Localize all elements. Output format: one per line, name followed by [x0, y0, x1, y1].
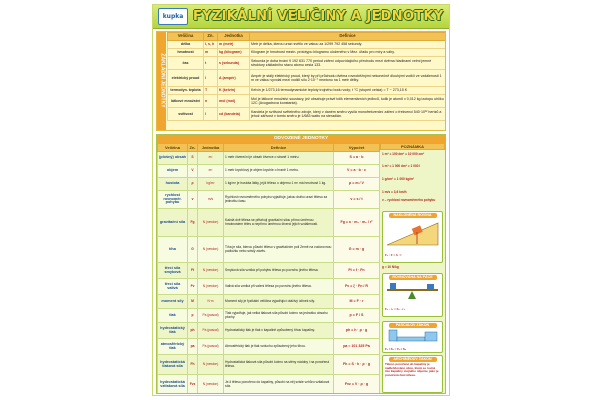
basic-units-side-label: ZÁKLADNÍ JEDNOTKY	[159, 53, 166, 108]
unit-name: N (newton)	[198, 263, 224, 279]
quantity-symbol: v	[188, 191, 198, 209]
unit-name: N (newton)	[198, 279, 224, 295]
quantity-name: hydrostatická vztlaková síla	[158, 375, 188, 395]
note-speed: 1 m/s = 3,6 km/h	[382, 190, 407, 194]
lever-title: ROVNOVÁHA NA PÁCE	[389, 275, 437, 280]
quantity-symbol: I	[204, 70, 218, 87]
unit-name: cd (kandela)	[218, 108, 250, 121]
derived-unit-row	[158, 237, 380, 263]
pascal-diagram	[383, 328, 442, 342]
unit-definition: 1 metr krychlový je objem krychle o hraně 1 metru.	[224, 165, 334, 178]
column-header: Jednotka	[218, 33, 250, 41]
note-area: 1 m² = 100 dm² = 10 000 cm²	[382, 152, 425, 156]
inclined-plane-diagram	[383, 218, 442, 248]
unit-definition: Každá dvě tělesa se přitahují gravitační silou přímo úměrnou hmotnostem těles a nepřímo úměrnou čtverci jejich vzdálenosti.	[224, 209, 334, 237]
unit-definition: Sekunda je doba trvání 9 192 631 770 period záření odpovídajícího přechodu mezi dvěma hladinami velmi jemné struktury základního stavu atomu cesia 133.	[250, 57, 446, 70]
unit-name: m (metr)	[218, 41, 250, 49]
unit-definition: Hydrostatická tlaková síla působí kolmo na stěny nádoby i na ponořená tělesa.	[224, 355, 334, 375]
unit-definition: Ampér je stálý elektrický proud, který by při průchodu dvěma rovnoběžnými nekonečně dlouhými vodiči ve vzdálenosti 1 m ve vakuu vyvolal mezi vodiči sílu 2·10⁻⁷ newtonu na 1 metr délky.	[250, 70, 446, 87]
derived-unit-row	[158, 263, 380, 279]
column-header: Zn.	[189, 144, 196, 150]
column-header: Definice	[250, 33, 446, 41]
unit-name: N (newton)	[198, 355, 224, 375]
column-header: Veličina	[158, 144, 188, 152]
quantity-symbol: I	[204, 108, 218, 121]
quantity-symbol: T	[204, 87, 218, 95]
archimedes-title: ARCHIMÉDŮV ZÁKON	[389, 357, 437, 362]
basic-units-sidebar	[157, 32, 166, 130]
derived-unit-row	[158, 323, 380, 339]
unit-name: m²	[198, 152, 224, 165]
quantity-symbol: pa	[188, 339, 198, 355]
unit-definition: Kilogram je hmotnost mezin. prototypu kilogramu uloženého v Mez. úřadu pro míry a váhy.	[250, 49, 446, 57]
unit-name: N·m	[198, 295, 224, 309]
quantity-symbol: Fg	[188, 209, 198, 237]
basic-unit-row	[168, 57, 446, 70]
quantity-symbol: Fh	[188, 355, 198, 375]
formula: M = F · r	[334, 295, 380, 309]
unit-name: N (newton)	[198, 237, 224, 263]
unit-definition: Kandela je svítivost světelného zdroje, který v daném směru vysílá monofrekvenční záření o frekvenci 540·10¹² hertzů a jehož zářivost v tomto směru je 1/683 wattu na steradián.	[250, 108, 446, 121]
quantity-symbol: p	[188, 309, 198, 323]
poster-header	[153, 5, 449, 29]
derived-unit-row	[158, 209, 380, 237]
derived-units-header-row	[158, 144, 380, 152]
inclined-plane-formula: F₁ : F = h : l	[385, 253, 402, 257]
note-density: 1 g/cm³ = 1 000 kg/m³	[382, 177, 415, 181]
quantity-symbol: m	[204, 49, 218, 57]
quantity-name: hydrostatická tlaková síla	[158, 355, 188, 375]
unit-definition: Mol je látkové množství soustavy, jež obsahuje právě tolik elementárních jedinců, kolik je atomů v 0,012 kg izotopu uhlíku 12C (Avogadrova konstanta).	[250, 95, 446, 108]
quantity-name: hmotnost	[168, 49, 204, 57]
unit-name: K (kelvin)	[218, 87, 250, 95]
pascal-formula: F₁ / S₁ = F₂ / S₂	[385, 347, 407, 351]
note-gravity: g ≈ 10 N/kg	[382, 265, 399, 269]
notes-header: POZNÁMKA	[380, 143, 445, 150]
quantity-symbol: Fvz	[188, 375, 198, 395]
quantity-name: čas	[168, 57, 204, 70]
basic-units-table	[167, 32, 446, 121]
archimedes-box	[382, 355, 443, 393]
column-header: Veličina	[168, 33, 204, 41]
derived-unit-row	[158, 295, 380, 309]
lever-diagram	[383, 280, 442, 302]
unit-definition: Valivá síla vzniká při valení tělesa po povrchu jiného tělesa.	[224, 279, 334, 295]
unit-definition: 1 metr čtvereční je obsah čtverce o straně 1 metru.	[224, 152, 334, 165]
unit-name: N (newton)	[198, 375, 224, 395]
quantity-name: elektrický proud	[168, 70, 204, 87]
basic-unit-row	[168, 95, 446, 108]
derived-unit-row	[158, 309, 380, 323]
quantity-symbol: M	[188, 295, 198, 309]
quantity-symbol: l, s, h	[204, 41, 218, 49]
unit-name: Pa (pascal)	[198, 339, 224, 355]
quantity-symbol: Ft	[188, 263, 198, 279]
formula: Fh = S · h · ρ · g	[334, 355, 380, 375]
quantity-symbol: S	[188, 152, 198, 165]
quantity-symbol: n	[204, 95, 218, 108]
derived-units-table	[157, 143, 380, 394]
column-header: Zn.	[204, 33, 218, 41]
quantity-name: termodyn. teplota	[168, 87, 204, 95]
unit-definition: Tlak vyjadřuje, jak velká tlaková síla působí kolmo na jednotku obsahu plochy.	[224, 309, 334, 323]
unit-name: Pa (pascal)	[198, 323, 224, 339]
unit-name: A (ampér)	[218, 70, 250, 87]
quantity-name: (plošný) obsah	[158, 152, 188, 165]
note-volume: 1 m³ = 1 000 dm³ = 1 000 l	[382, 164, 421, 168]
basic-units-header-row	[168, 33, 446, 41]
derived-unit-row	[158, 279, 380, 295]
formula: Fg = κ · m₁ · m₂ / r²	[334, 209, 380, 237]
basic-unit-row	[168, 41, 446, 49]
basic-unit-row	[168, 70, 446, 87]
formula: G = m · g	[334, 237, 380, 263]
unit-name: s (sekunda)	[218, 57, 250, 70]
unit-name: m³	[198, 165, 224, 178]
notes-column	[380, 143, 445, 393]
column-header: Výpočet	[334, 144, 380, 152]
formula: ρ = m / V	[334, 178, 380, 191]
quantity-symbol: t	[204, 57, 218, 70]
formula: v = s / t	[334, 191, 380, 209]
unit-definition: Hydrostatický tlak je tlak v kapalině způsobený tíhou kapaliny.	[224, 323, 334, 339]
basic-unit-row	[168, 108, 446, 121]
quantity-name: atmosférický tlak	[158, 339, 188, 355]
unit-definition: Tíha je síla, kterou působí těleso v gravitačním poli Země na vodorovnou podložku nebo svislý závěs.	[224, 237, 334, 263]
poster-title: FYZIKÁLNÍ VELIČINY A JEDNOTKY	[193, 9, 444, 24]
pascal-box	[382, 321, 443, 353]
derived-unit-row	[158, 191, 380, 209]
formula: S = a · b	[334, 152, 380, 165]
quantity-name: rychlost rovnoměr. pohybu	[158, 191, 188, 209]
unit-name: N (newton)	[198, 209, 224, 237]
quantity-name: gravitační síla	[158, 209, 188, 237]
quantity-name: délka	[168, 41, 204, 49]
poster	[152, 4, 450, 396]
quantity-name: hustota	[158, 178, 188, 191]
unit-name: mol (mol)	[218, 95, 250, 108]
unit-name: m/s	[198, 191, 224, 209]
publisher-logo: kupka	[158, 8, 188, 25]
unit-definition: Atmosférický tlak je tlak vzduchu způsobený jeho tíhou.	[224, 339, 334, 355]
formula: Fv = ξ · Fn / R	[334, 279, 380, 295]
unit-name: Pa (pascal)	[198, 309, 224, 323]
unit-definition: Smyková síla vzniká při pohybu tělesa po povrchu jiného tělesa.	[224, 263, 334, 279]
lever-formula: F₁ · r₁ = F₂ · r₂	[385, 307, 405, 311]
derived-units-title: ODVOZENÉ JEDNOTKY	[157, 135, 445, 143]
formula: pa ≈ 101 325 Pa	[334, 339, 380, 355]
unit-definition: Metr je délka, kterou urazí světlo ve vakuu za 1/299 792 458 sekundy.	[250, 41, 446, 49]
derived-unit-row	[158, 178, 380, 191]
quantity-name: hydrostatický tlak	[158, 323, 188, 339]
quantity-name: tíha	[158, 237, 188, 263]
derived-unit-row	[158, 355, 380, 375]
quantity-name: tlak	[158, 309, 188, 323]
inclined-plane-box	[382, 211, 443, 263]
unit-definition: Kelvin je 1/273,16 termodynamické teploty trojného bodu vody; t °C (stupeň celsia) = T − 273,15 K	[250, 87, 446, 95]
unit-definition: Rychlost rovnoměrného pohybu vyjadřuje, jakou dráhu urazí těleso za jednotku času.	[224, 191, 334, 209]
derived-unit-row	[158, 375, 380, 395]
pascal-title: PASCALŮV ZÁKON	[389, 323, 437, 328]
unit-definition: Je-li těleso ponořeno do kapaliny, působí na něj svisle vzhůru vztlaková síla.	[224, 375, 334, 395]
quantity-name: moment síly	[158, 295, 188, 309]
quantity-symbol: ph	[188, 323, 198, 339]
quantity-name: svítivost	[168, 108, 204, 121]
quantity-symbol: ρ	[188, 178, 198, 191]
unit-definition: Moment síly je fyzikální veličina vyjadřující otáčivý účinek síly.	[224, 295, 334, 309]
derived-unit-row	[158, 165, 380, 178]
lever-box	[382, 273, 443, 317]
inclined-plane-title: NAKLONĚNÁ ROVINA	[389, 213, 437, 218]
unit-name: kg (kilogram)	[218, 49, 250, 57]
basic-unit-row	[168, 49, 446, 57]
note-motion: v – rychlost rovnoměrného pohybu	[382, 198, 436, 202]
unit-definition: 1 kg/m³ je hustota látky, jejíž těleso o objemu 1 m³ má hmotnost 1 kg.	[224, 178, 334, 191]
basic-unit-row	[168, 87, 446, 95]
quantity-symbol: Fv	[188, 279, 198, 295]
unit-name: kg/m³	[198, 178, 224, 191]
quantity-name: objem	[158, 165, 188, 178]
derived-unit-row	[158, 152, 380, 165]
formula: Fvz = V · ρ · g	[334, 375, 380, 395]
quantity-name: třecí síla smyková	[158, 263, 188, 279]
formula: ph = h · ρ · g	[334, 323, 380, 339]
column-header: Definice	[224, 144, 334, 152]
column-header: Jednotka	[198, 144, 224, 152]
quantity-symbol: V	[188, 165, 198, 178]
quantity-symbol: G	[188, 237, 198, 263]
derived-unit-row	[158, 339, 380, 355]
derived-units-section	[156, 134, 446, 394]
quantity-name: látkové množství	[168, 95, 204, 108]
basic-units-section	[156, 31, 446, 131]
archimedes-law-text: Těleso ponořené do kapaliny je nadlehčováno silou, která se rovná tíze kapaliny stejného objemu, jako je ponořená část tělesa.	[385, 362, 439, 377]
formula: V = a · b · c	[334, 165, 380, 178]
formula: p = F / S	[334, 309, 380, 323]
formula: Ft = f · Fn	[334, 263, 380, 279]
quantity-name: třecí síla valivá	[158, 279, 188, 295]
